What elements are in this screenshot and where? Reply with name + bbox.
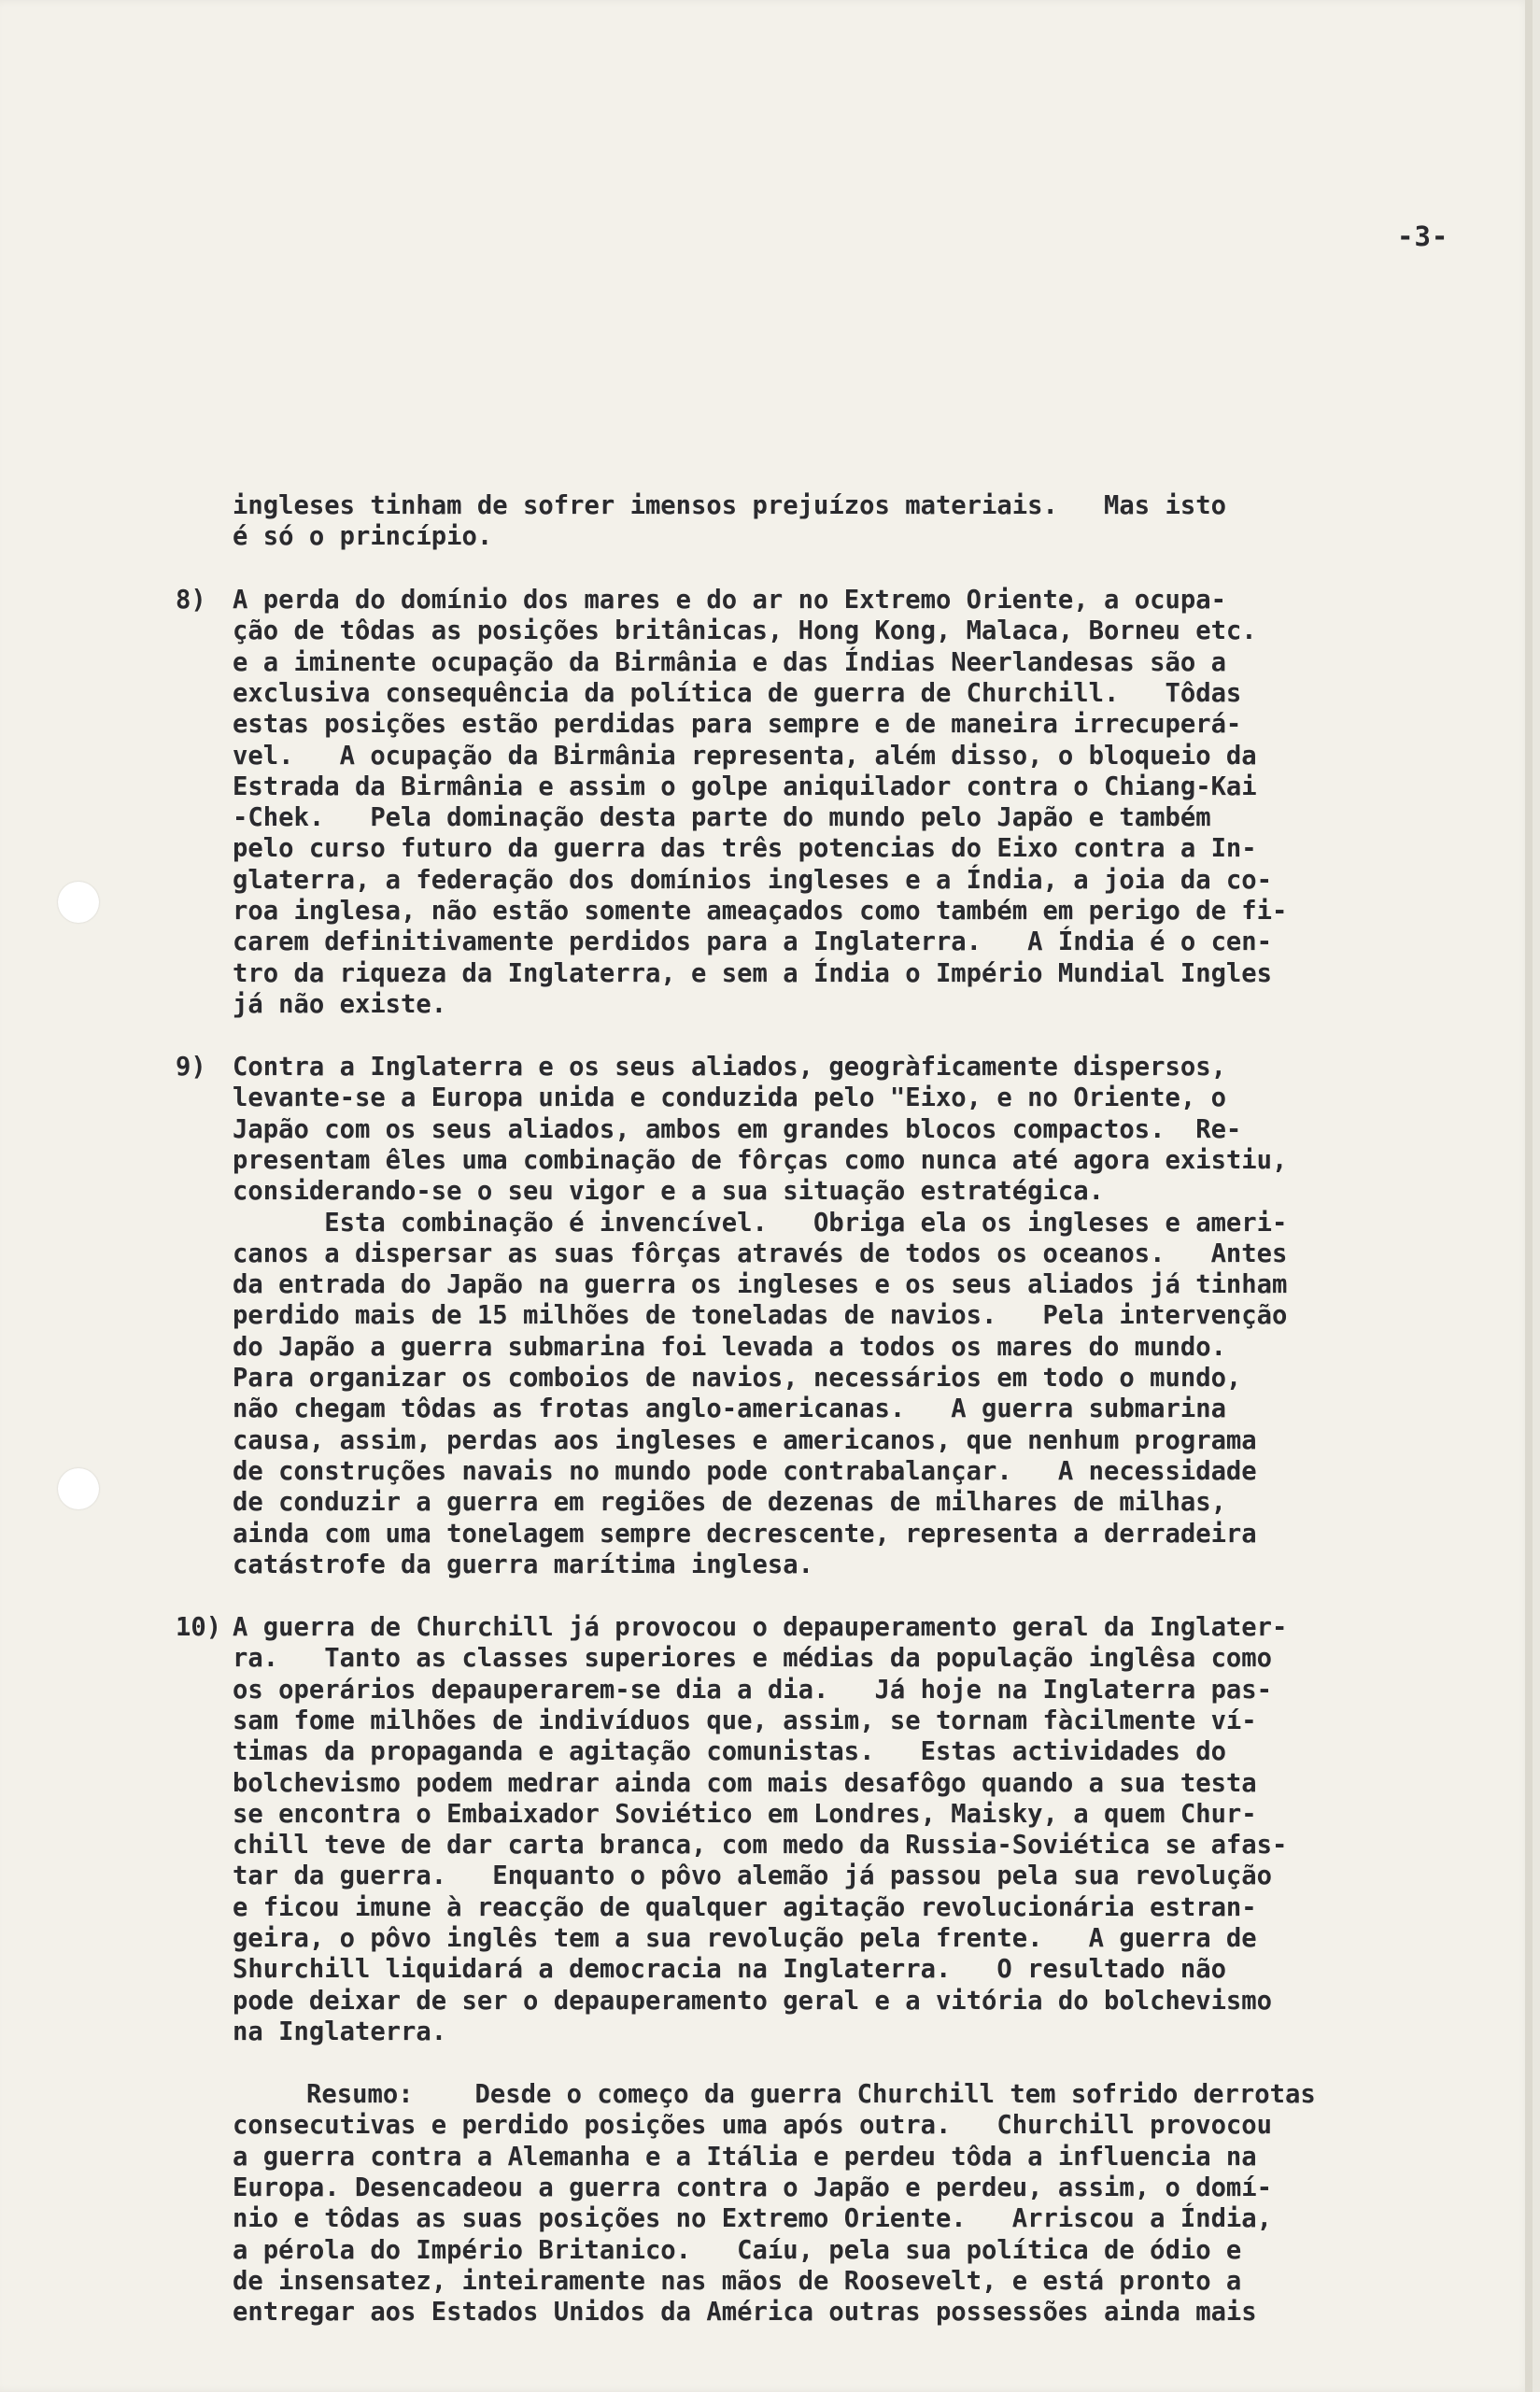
text-line: Contra a Inglaterra e os seus aliados, geogràficamente dispersos, xyxy=(233,1053,1226,1082)
intro-line: é só o princípio. xyxy=(233,522,493,551)
text-line: sam fome milhões de indivíduos que, assim, se tornam fàcilmente ví- xyxy=(233,1706,1257,1735)
text-line: pode deixar de ser o depauperamento geral e a vitória do bolchevismo xyxy=(233,1986,1273,2016)
text-line: Estrada da Birmânia e assim o golpe aniquilador contra o Chiang-Kai xyxy=(233,771,1257,801)
text-line: A guerra de Churchill já provocou o depauperamento geral da Inglater- xyxy=(233,1613,1288,1642)
text-line: se encontra o Embaixador Soviético em Londres, Maisky, a quem Chur- xyxy=(233,1799,1257,1829)
text-line: Esta combinação é invencível. Obriga ela os ingleses e ameri- xyxy=(233,1208,1288,1238)
text-line: já não existe. xyxy=(233,989,447,1019)
text-line: ainda com uma tonelagem sempre decrescente, representa a derradeira xyxy=(233,1519,1257,1549)
text-line: vel. A ocupação da Birmânia representa, além disso, o bloqueio da xyxy=(233,741,1257,771)
page-edge-shadow xyxy=(1525,0,1533,2392)
text-line: a pérola do Império Britanico. Caíu, pela sua política de ódio e xyxy=(233,2235,1242,2265)
item-number-8: 8) xyxy=(176,586,206,615)
text-line: de construções navais no mundo pode contrabalançar. A necessidade xyxy=(233,1456,1257,1486)
text-line: glaterra, a federação dos domínios ingleses e a Índia, a joia da co- xyxy=(233,865,1273,895)
text-line: e a iminente ocupação da Birmânia e das Índias Neerlandesas são a xyxy=(233,647,1226,677)
text-line: catástrofe da guerra marítima inglesa. xyxy=(233,1550,813,1579)
text-line: Japão com os seus aliados, ambos em grandes blocos compactos. Re- xyxy=(233,1114,1242,1144)
text-line: Shurchill liquidará a democracia na Inglaterra. O resultado não xyxy=(233,1955,1226,1985)
text-line: tar da guerra. Enquanto o pôvo alemão já passou pela sua revolução xyxy=(233,1861,1273,1891)
text-line: nio e tôdas as suas posições no Extremo Oriente. Arriscou a Índia, xyxy=(233,2204,1273,2234)
item-number-10: 10) xyxy=(176,1613,222,1642)
text-line: Para organizar os comboios de navios, necessários em todo o mundo, xyxy=(233,1364,1242,1393)
text-line: Desde o começo da guerra Churchill tem sofrido derrotas xyxy=(414,2080,1316,2109)
text-line: pelo curso futuro da guerra das três potencias do Eixo contra a In- xyxy=(233,834,1257,864)
text-line: tro da riqueza da Inglaterra, e sem a Índia o Império Mundial Ingles xyxy=(233,958,1273,988)
text-line: consecutivas e perdido posições uma após outra. Churchill provocou xyxy=(233,2111,1273,2141)
text-line: ra. Tanto as classes superiores e médias da população inglêsa como xyxy=(233,1644,1273,1674)
text-line: chill teve de dar carta branca, com medo da Russia-Soviética se afas- xyxy=(233,1831,1288,1861)
text-line: não chegam tôdas as frotas anglo-americanas. A guerra submarina xyxy=(233,1394,1226,1424)
text-line: levante-se a Europa unida e conduzida pelo "Eixo, e no Oriente, o xyxy=(233,1083,1226,1113)
text-line: causa, assim, perdas aos ingleses e americanos, que nenhum programa xyxy=(233,1425,1257,1455)
text-line: presentam êles uma combinação de fôrças como nunca até agora existiu, xyxy=(233,1145,1288,1175)
text-line: de insensatez, inteiramente nas mãos de Roosevelt, e está pronto a xyxy=(233,2266,1242,2296)
text-line: entregar aos Estados Unidos da América outras possessões ainda mais xyxy=(233,2298,1257,2328)
text-line: A perda do domínio dos mares e do ar no Extremo Oriente, a ocupa- xyxy=(233,586,1226,615)
text-line: -Chek. Pela dominação desta parte do mundo pelo Japão e também xyxy=(233,803,1211,833)
item-number-9: 9) xyxy=(176,1053,206,1082)
text-line: da entrada do Japão na guerra os ingleses e os seus aliados já tinham xyxy=(233,1270,1288,1300)
page-number: -3- xyxy=(1397,220,1449,252)
text-line: timas da propaganda e agitação comunistas. Estas actividades do xyxy=(233,1737,1226,1767)
text-line: roa inglesa, não estão somente ameaçados como também em perigo de fi- xyxy=(233,897,1288,926)
text-line: considerando-se o seu vigor e a sua situação estratégica. xyxy=(233,1177,1104,1207)
text-line: ção de tôdas as posições britânicas, Hong Kong, Malaca, Borneu etc. xyxy=(233,616,1257,646)
text-line: de conduzir a guerra em regiões de dezenas de milhares de milhas, xyxy=(233,1488,1226,1518)
text-line: Europa. Desencadeou a guerra contra o Japão e perdeu, assim, o domí- xyxy=(233,2173,1273,2202)
text-line: do Japão a guerra submarina foi levada a todos os mares do mundo. xyxy=(233,1332,1226,1362)
intro-line: ingleses tinham de sofrer imensos prejuízos materiais. Mas isto xyxy=(233,491,1226,520)
text-line: carem definitivamente perdidos para a Inglaterra. A Índia é o cen- xyxy=(233,927,1273,957)
text-line: a guerra contra a Alemanha e a Itália e perdeu tôda a influencia na xyxy=(233,2142,1257,2172)
text-line: e ficou imune à reacção de qualquer agitação revolucionária estran- xyxy=(233,1892,1257,1922)
punch-hole-top xyxy=(58,882,99,923)
text-line: geira, o pôvo inglês tem a sua revolução pela frente. A guerra de xyxy=(233,1924,1257,1953)
text-line: na Inglaterra. xyxy=(233,2017,447,2046)
text-line: os operários depauperarem-se dia a dia. Já hoje na Inglaterra pas- xyxy=(233,1675,1273,1705)
punch-hole-bottom xyxy=(58,1468,99,1509)
text-line: exclusiva consequência da política de guerra de Churchill. Tôdas xyxy=(233,678,1242,708)
text-line: bolchevismo podem medrar ainda com mais desafôgo quando a sua testa xyxy=(233,1768,1257,1798)
text-line: estas posições estão perdidas para sempre e de maneira irrecuperá- xyxy=(233,710,1242,740)
summary-label: Resumo: xyxy=(306,2080,414,2109)
text-line: canos a dispersar as suas fôrças através de todos os oceanos. Antes xyxy=(233,1238,1288,1268)
text-line: perdido mais de 15 milhões de toneladas de navios. Pela intervenção xyxy=(233,1301,1288,1331)
